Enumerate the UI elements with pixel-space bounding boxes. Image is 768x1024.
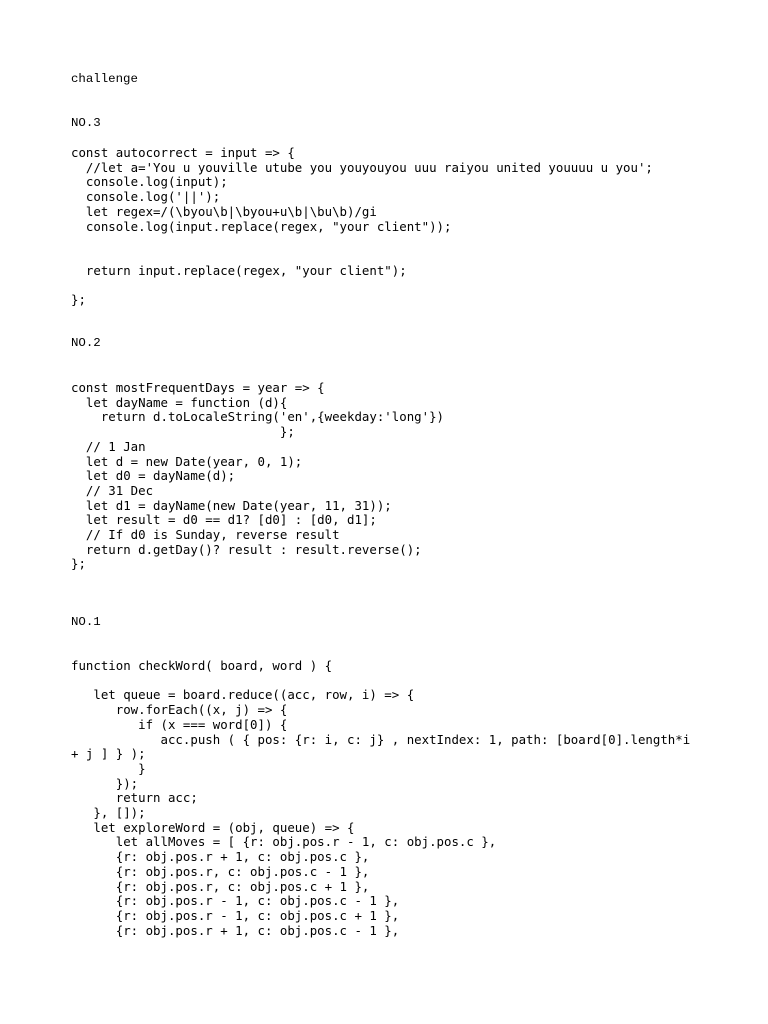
section-heading-no2: NO.2 (71, 336, 101, 350)
code-block-most-frequent-days: const mostFrequentDays = year => { let dayName = function (d){ return d.toLocaleString('en',{weekday:'long'}) }; // 1 Jan let d = new Date(year, 0, 1); let d0 = dayName(d); // 31 Dec let d1 = dayName(new Date(year, 11, 31)); let result = d0 == d1? [d0] : [d0, d1]; // If d0 is Sunday, reverse result return d.getDay()? result : result.reverse(); }; (71, 380, 444, 572)
code-block-autocorrect: const autocorrect = input => { //let a='You u youville utube you youyouyou uuu raiyou united youuuu u you'; console.log(input); console.log('||'); let regex=/(\byou\b|\byou+u\b|\bu\b)/gi console.log(input.replace(regex, "your client")); return input.replace(regex, "your client"); }; (71, 145, 653, 308)
section-heading-no1: NO.1 (71, 615, 101, 629)
code-block-check-word: function checkWord( board, word ) { let queue = board.reduce((acc, row, i) => { row.forEach((x, j) => { if (x === word[0]) { acc.push ( { pos: {r: i, c: j} , nextIndex: 1, path: [board[0].length*i + j ] } ); } }); return acc; }, []); let exploreWord = (obj, queue) => { let allMoves = [ {r: obj.pos.r - 1, c: obj.pos.c }, {r: obj.pos.r + 1, c: obj.pos.c }, {r: obj.pos.r, c: obj.pos.c - 1 }, {r: obj.pos.r, c: obj.pos.c + 1 }, {r: obj.pos.r - 1, c: obj.pos.c - 1 }, {r: obj.pos.r - 1, c: obj.pos.c + 1 }, {r: obj.pos.r + 1, c: obj.pos.c - 1 }, (71, 658, 691, 938)
document-title: challenge (71, 72, 138, 86)
section-heading-no3: NO.3 (71, 116, 101, 130)
